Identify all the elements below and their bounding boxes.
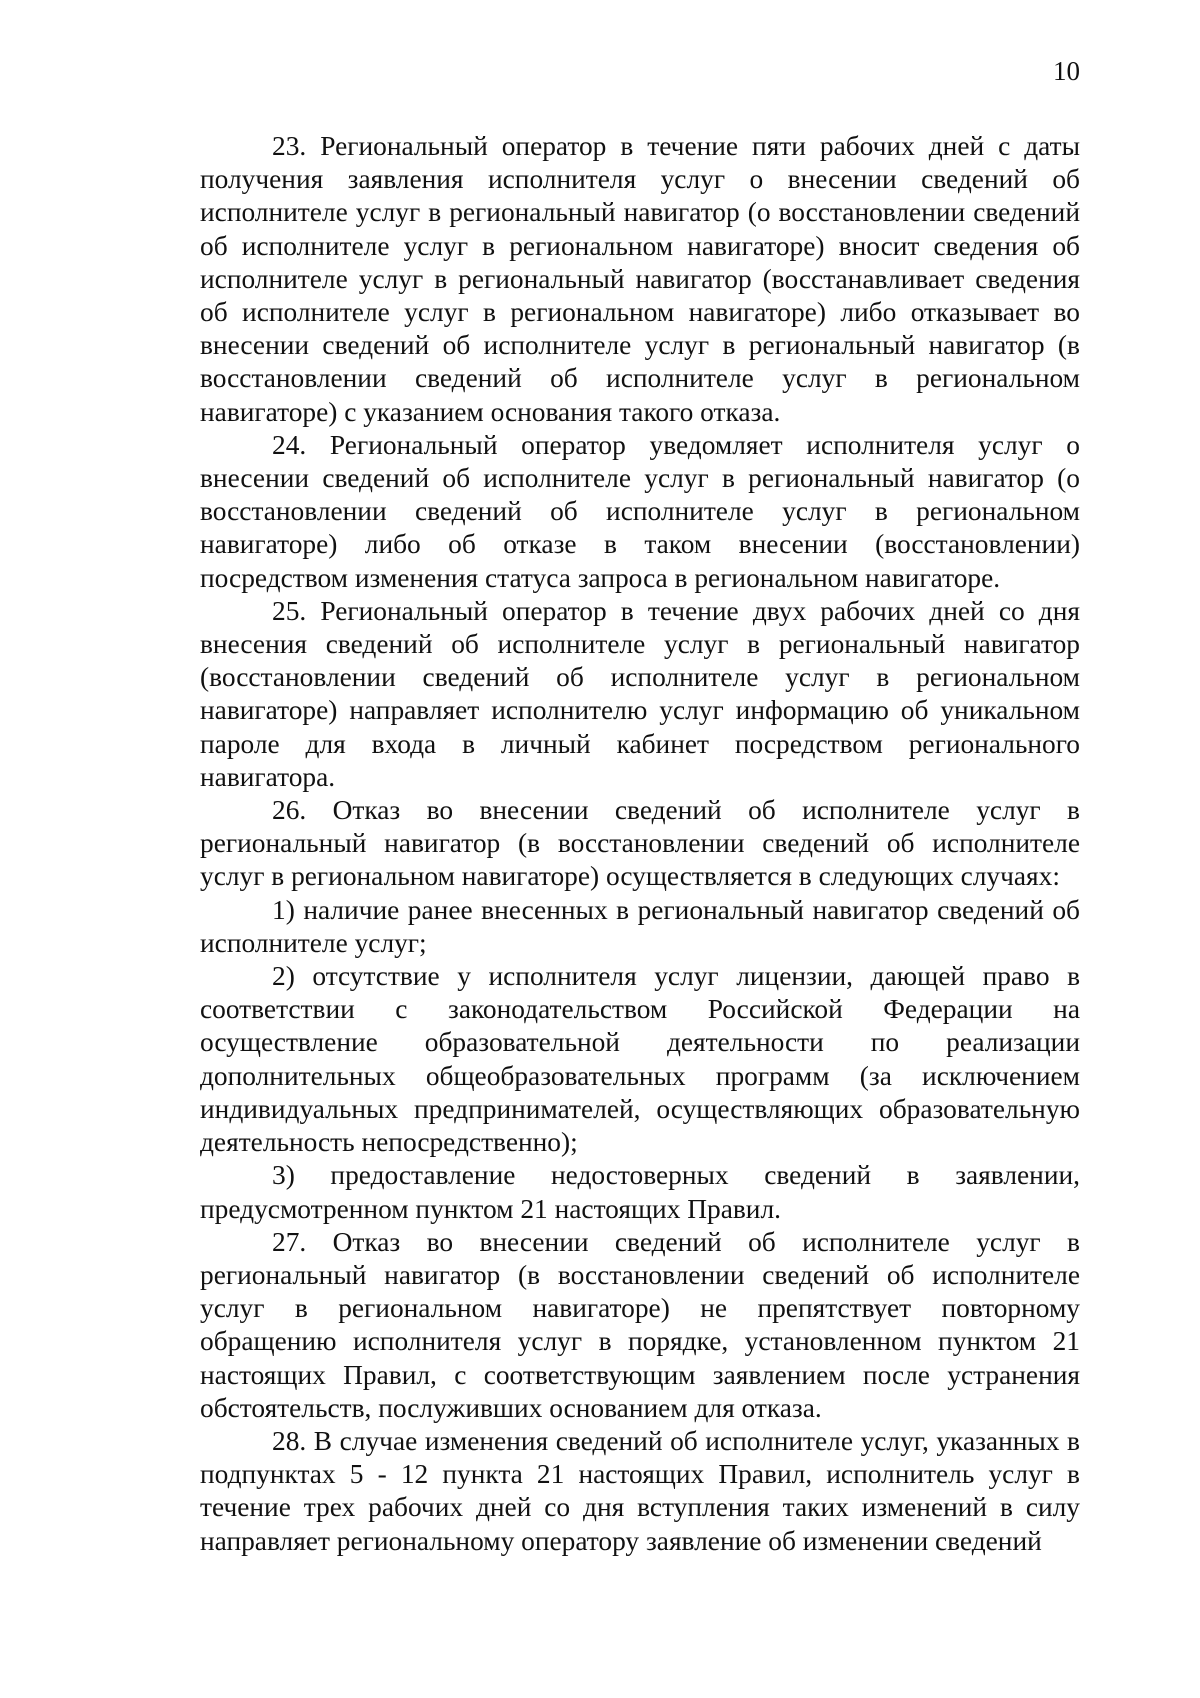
paragraph-24: 24. Региональный оператор уведомляет исполнителя услуг о внесении сведений об исполнителе услуг в региональный навигатор (о восстановлении сведений об исполнителе услуг в региональном навигаторе) либо об отказе в таком внесении (восстановлении) посредством изменения статуса запроса в региональном навигаторе.: [200, 429, 1080, 593]
paragraph-25: 25. Региональный оператор в течение двух рабочих дней со дня внесения сведений об исполнителе услуг в региональный навигатор (восстановлении сведений об исполнителе услуг в региональном навигаторе) направляет исполнителю услуг информацию об уникальном пароле для входа в личный кабинет посредством регионального навигатора.: [200, 595, 1080, 792]
paragraph-27: 27. Отказ во внесении сведений об исполнителе услуг в региональный навигатор (в восстановлении сведений об исполнителе услуг в региональном навигаторе) не препятствует повторному обращению исполнителя услуг в порядке, установленном пунктом 21 настоящих Правил, с соответствующим заявлением после устранения обстоятельств, послуживших основанием для отказа.: [200, 1226, 1080, 1423]
paragraph-28: 28. В случае изменения сведений об исполнителе услуг, указанных в подпунктах 5 - 12 пункта 21 настоящих Правил, исполнитель услуг в течение трех рабочих дней со дня вступления таких изменений в силу направляет региональному оператору заявление об изменении сведений: [200, 1425, 1080, 1556]
list-item-2: 2) отсутствие у исполнителя услуг лицензии, дающей право в соответствии с законодательством Российской Федерации на осуществление образовательной деятельности по реализации дополнительных общеобразовательных программ (за исключением индивидуальных предпринимателей, осуществляющих образовательную деятельность непосредственно);: [200, 961, 1080, 1158]
paragraph-23: 23. Региональный оператор в течение пяти рабочих дней с даты получения заявления исполнителя услуг о внесении сведений об исполнителе услуг в региональный навигатор (о восстановлении сведений об исполнителе услуг в региональном навигаторе) вносит сведения об исполнителе услуг в региональный навигатор (восстанавливает сведения об исполнителе услуг в региональном навигаторе) либо отказывает во внесении сведений об исполнителе услуг в региональный навигатор (в восстановлении сведений об исполнителе услуг в региональном навигаторе) с указанием основания такого отказа.: [200, 131, 1080, 427]
list-item-3: 3) предоставление недостоверных сведений в заявлении, предусмотренном пунктом 21 настоящих Правил.: [200, 1160, 1080, 1224]
paragraph-26: 26. Отказ во внесении сведений об исполнителе услуг в региональный навигатор (в восстановлении сведений об исполнителе услуг в региональном навигаторе) осуществляется в следующих случаях:: [200, 795, 1080, 892]
document-body: [200, 130, 1080, 1558]
page-number: 10: [1053, 56, 1080, 86]
list-item-1: 1) наличие ранее внесенных в региональный навигатор сведений об исполнителе услуг;: [200, 894, 1080, 958]
